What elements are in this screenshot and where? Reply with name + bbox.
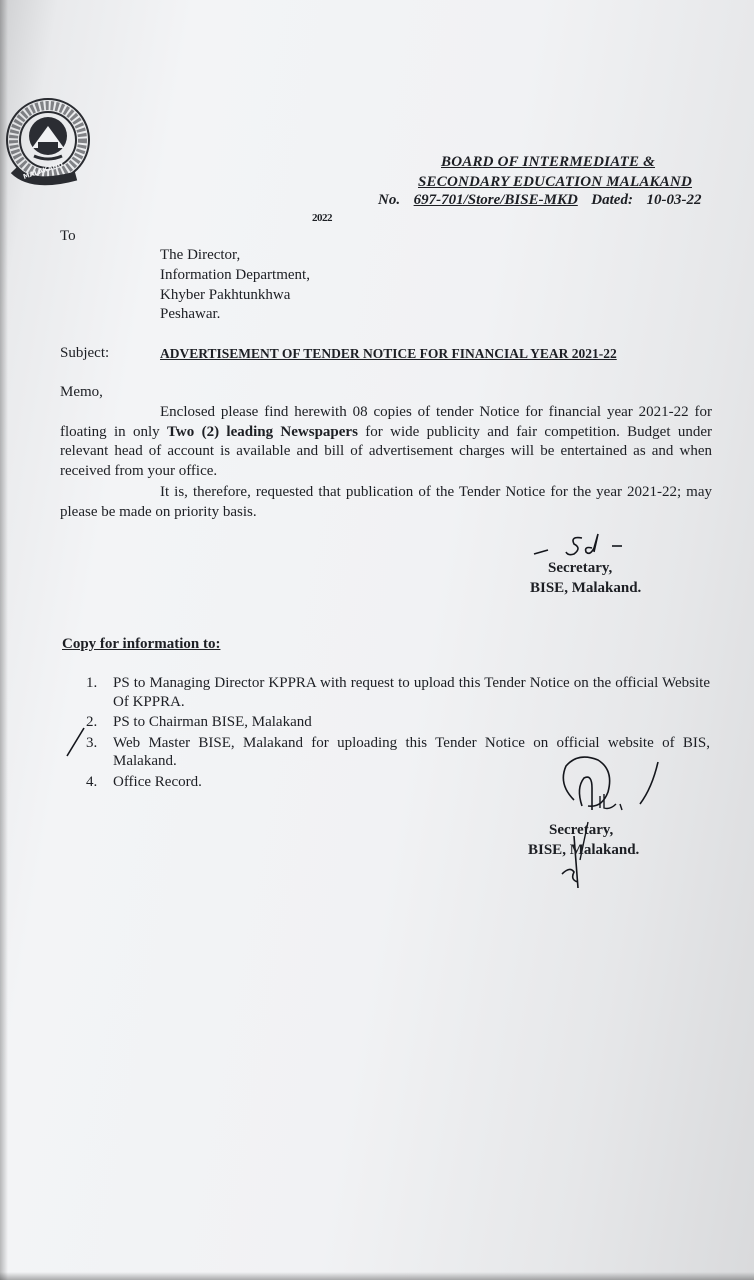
list-item (86, 713, 710, 732)
board-name-line1: BOARD OF INTERMEDIATE & (441, 154, 655, 170)
signature2-title: Secretary, (549, 822, 614, 838)
list-item (86, 674, 710, 711)
address-line-2: Information Department, (160, 267, 310, 283)
subject-text: ADVERTISEMENT OF TENDER NOTICE FOR FINANCIAL YEAR 2021-22 (160, 346, 617, 361)
memo-para1-b: for wide publicity and fair competition. Budget under relevant head of account is available and bill of advertisement charges will be entertained as and when received from your office. (60, 423, 712, 479)
year-mark: 2022 (312, 212, 332, 224)
dated-label: Dated: (591, 192, 633, 208)
page-bottom-shadow (0, 1272, 754, 1280)
reference-number: 697-701/Store/BISE-MKD (413, 192, 578, 208)
list-item-number: 4. (86, 773, 98, 790)
to-label: To (60, 228, 76, 244)
board-name-line2: SECONDARY EDUCATION MALAKAND (418, 174, 692, 190)
signature1-title: Secretary, (548, 560, 613, 576)
copy-heading: Copy for information to: (62, 636, 221, 652)
list-item-text: PS to Managing Director KPPRA with request to upload this Tender Notice on the official Website Of KPPRA. (113, 675, 710, 710)
no-label: No. (378, 192, 401, 208)
signature1-org: BISE, Malakand. (530, 580, 642, 596)
sd-signature-mark (530, 530, 630, 560)
address-line-1: The Director, (160, 247, 241, 263)
svg-text:MALAKAND: MALAKAND (22, 160, 65, 181)
bise-malakand-seal (2, 96, 92, 188)
memo-label: Memo, (60, 384, 103, 400)
signature2-org: BISE, Malakand. (528, 842, 640, 858)
memo-paragraph-1 (60, 403, 712, 481)
address-line-4: Peshawar. (160, 306, 221, 322)
list-item-number: 2. (86, 714, 98, 730)
letter-date: 10-03-22 (646, 192, 702, 208)
memo-para1-a: Enclosed please find herewith 08 copies of tender Notice for financial year 2021-22 for floating in only (60, 404, 712, 440)
reference-line (378, 192, 701, 209)
list-item-number: 3. (86, 734, 98, 751)
list-item-text: Office Record. (113, 773, 202, 790)
list-item-text: PS to Chairman BISE, Malakand (113, 714, 312, 730)
subject-label: Subject: (60, 345, 110, 361)
page-left-shadow (0, 0, 8, 1280)
memo-para1-bold: Two (2) leading Newspapers (167, 423, 358, 440)
memo-paragraph-2: It is, therefore, requested that publication of the Tender Notice for the year 2021-22; may please be made on priority basis. (60, 484, 712, 520)
handwritten-signature (548, 748, 668, 888)
list-item-number: 1. (86, 675, 98, 691)
pen-tick-mark (64, 724, 90, 760)
list-item-text: Web Master BISE, Malakand for uploading this Tender Notice on official website of BIS, Malakand. (113, 734, 710, 769)
address-line-3: Khyber Pakhtunkhwa (160, 287, 291, 303)
